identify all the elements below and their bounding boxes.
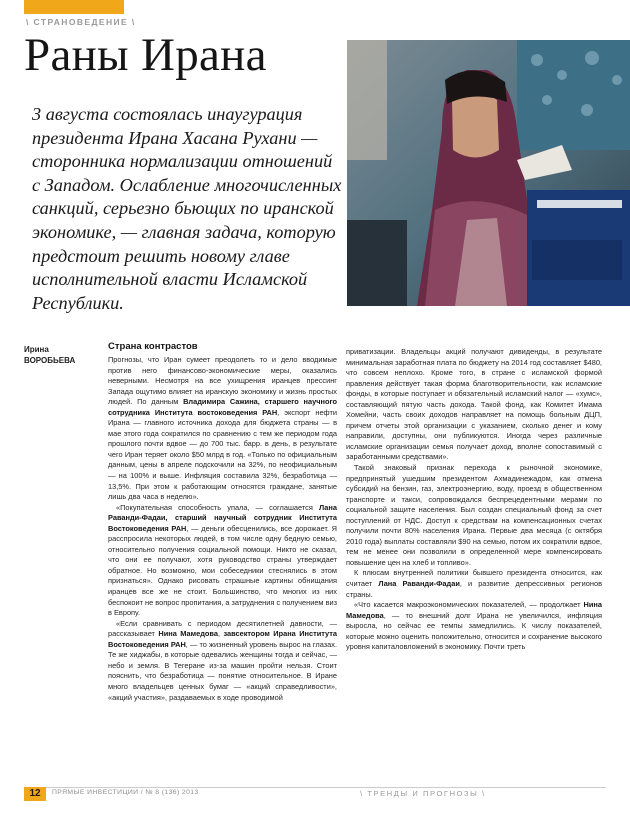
article-photo — [347, 40, 630, 306]
article-title: Раны Ирана — [24, 29, 267, 81]
text-column-1 — [108, 341, 338, 703]
paragraph: «Что касается макроэкономических показателей, — продолжает Нина Мамедова, — то внешний долг Ирана не увеличился, инфляция выросла, но сейчас ее темпы замедлились. К числу показателей, которые можно оценить положительно, относится и сохранение высокого уровня капиталовложений в экономику. Почти треть — [346, 600, 602, 652]
article-subhead: Страна контрастов — [108, 341, 198, 352]
footer-rule — [24, 787, 606, 788]
article-lead: 3 августа состоялась инаугурация президента Ирана Хасана Рухани — сторонника нормализации отношений с Западом. Ослабление многочисленных санкций, серьезно бьющих по иранской экономике, — главная задача, которую предстоит решить новому главе исполнительной власти Исламской Республики. — [32, 104, 342, 313]
paragraph: приватизации. Владельцы акций получают дивиденды, в результате минимальная заработная плата по бюджету на 2014 год составляет $480, что совсем неплохо. Кроме того, в стране с исламской формой правления действует такая форма благотворительности, как исламские фонды, в которые поступает и обязательный исламский налог — «хумс», составляющий пятую часть дохода. Такой фонд, как Комитет Имама Хомейни, часть своих доходов направляет на помощь больным ДЦП, причем отчеты этой организации с указанием, сколько денег и кому направили, доступны, они публикуются. Иногда через различные исламские организации семья получает доход, вполне сопоставимый с заработанными средствами». — [346, 347, 602, 462]
woman-voting-illustration — [347, 40, 630, 306]
paragraph: Прогнозы, что Иран сумеет преодолеть то и дело вводимые против него финансово-экономические меры, оказались неверными. Несмотря на все ухищрения иранцев прессинг Запада ощутимо влияет на иранскую экономику и жизнь простых людей. По данным Владимира Сажина, старшего научного сотрудника Института востоковедения РАН, экспорт нефти Ирана — главного источника дохода для бюджета страны — в мае этого года сократился по сравнению с тем же периодом года прошлого почти вдвое — до 700 тыс. барр. в день, в результате чего Иран теряет около $50 млрд в год. «Только по официальным данным, цены в апреле подскочили на 32%, по неофициальным — на 100% и выше. Инфляция составила 32%, безработица — 13,5%. При этом к работающим относятся граждане, занятые лишь два часа в неделю». — [108, 355, 337, 502]
rubric-color-tab — [24, 0, 124, 14]
paragraph: «Если сравнивать с периодом десятилетней давности, — рассказывает Нина Мамедова, завсектором Ирана Института Востоковедения РАН, — то жизненный уровень вырос на глазах. Те же хиджабы, в которые одевались женщины тогда и сейчас, — небо и земля. В Тегеране из-за машин пройти нельзя. Стоит пояснить, что безработица — понятие относительное. В Иране много владельцев ценных бумаг — «акций справедливости», «акций участия», раздаваемых в ходе проводимой — [108, 618, 337, 702]
section-rubric: \ СТРАНОВЕДЕНИЕ \ — [26, 17, 136, 27]
page-number: 12 — [24, 787, 46, 801]
footer-section: \ ТРЕНДЫ И ПРОГНОЗЫ \ — [360, 789, 486, 798]
author-byline — [24, 345, 75, 366]
paragraph: Такой знаковый признак перехода к рыночной экономике, предпринятый ушедшим президентом Ахмадинежадом, как отмена субсидий на бензин, газ, электроэнергию, воду, проезд в общественном транспорте и такси, сопровождался беспрецедентными мерами по социальной защите населения. Был создан специальный фонд за счет поступлений от НДС. Доступ к средствам на компенсационных счетах получили почти 80% населения Ирана. Первые два месяца (с октября 2010 года) выплаты составляли $90 на семью, потом их сократили вдвое, тем не менее они позволили в определенной мере компенсировать повышение цен на хлеб и топливо». — [346, 463, 602, 567]
author-first-name: Ирина — [24, 345, 49, 354]
text-column-2 — [346, 347, 602, 653]
paragraph: К плюсам внутренней политики бывшего президента относится, как считает Лана Раванди-Фадаи, и развитие депрессивных регионов страны. — [346, 568, 602, 599]
paragraph: «Покупательная способность упала, — соглашается Лана Раванди-Фадаи, старший научный сотрудник Института Востоковедения РАН, — деньги обесценились, все дорожает. Я расспросила некоторых людей, в том числе одну бедную семью, относительно получения социальной помощи. Никто не сказал, что они ее получают, хотя руководство страны утверждает обратное. Но возможно, мои собеседники стеснялись в этом признаться». Однако рисовать страшные картины обнищания иранцев все же не стоит. Большинство, что многих из них беспокоит не вопрос пропитания, а затруднения с получением виз в Европу. — [108, 502, 338, 618]
issue-info: ПРЯМЫЕ ИНВЕСТИЦИИ / № 8 (136) 2013 — [52, 789, 199, 796]
author-last-name: ВОРОБЬЕВА — [24, 355, 76, 365]
